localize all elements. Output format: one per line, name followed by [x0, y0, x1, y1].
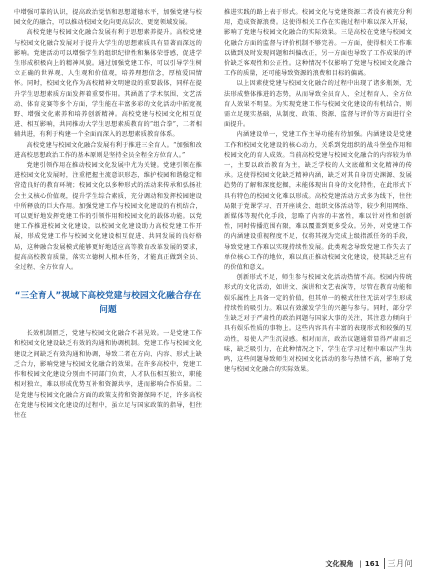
publisher-logo: 三月问: [384, 558, 414, 569]
page-footer: [326, 558, 413, 569]
page-number: 161: [364, 559, 380, 568]
left-column: [14, 8, 202, 421]
body-paragraph: 中增强可靠的认识，提高政治觉悟和思想道德水平，加强党建与校园文化的融合，可以推动校园文化向更高层次、更宽领域发展。: [14, 9, 202, 27]
section-heading: “三全育人”视域下高校党建与校园文化融合存在问题: [14, 291, 202, 316]
right-column: [224, 8, 412, 375]
body-paragraph: 高校党建与校园文化融合发展有利于思想素养提升。高校党建与校园文化融合发展对于提升大学生的思想素质具有显著而深远的影响。党建活动可以增强学生的组织纪律性和集体荣誉感，促进学生形成积极向上的精神风貌。通过加强党建工作，可以引导学生树立正确的世界观、人生观和价值观，培养理想信念，厚植爱国情怀。同时，校园文化作为高校精神文明建设的重要载体，同样在提升学生思想素质方面发挥着重要作用。其涵盖了学术氛围、文艺活动、体育竞赛等多个方面，学生能在丰富多彩的文化活动中拓宽视野、增强文化素养和培养创新精神。高校党建与校园文化相互促进、相互影响，共同推动大学生思想素质教育的“组合拳”，二者相辅共进，有利于构建一个全面而深入的思想素质教育体系。: [14, 29, 202, 139]
body-paragraph: 推进实践的路上表于形式。校园文化与党建资源二者没有被充分利用，造成资源浪费。这使得相关工作在实施过程中难以深入开展，影响了党建与校园文化融合的实际效果。三是高校在党建与校园文化融合方面的监督与评价机制不够完善。一方面，使得相关工作难以做到及时发现问题和纠偏改正，另一方面也导致了工作成果的评价缺乏客观性和公正性。这种情况不仅影响了党建与校园文化融合工作的质量，还可能导致资源的浪费和目标的偏离。: [224, 9, 412, 78]
body-paragraph: 高校党建与校园文化融合发展有利于推进三全育人。“加强和改进高校思想政治工作的基本原则是坚持全员全程全方位育人。”: [14, 141, 202, 159]
body-paragraph: 党建引领作用在推动校园文化发展中尤为关键。党建引领在推进校园文化发展时，注重把握主流意识形态，维护校园和谐稳定和营造良好的教育环境；校园文化以多种形式的活动来传承和弘扬社会主义核心价值观，提升学生综合素质，充分调动和发挥校园建设中所释放的巨大作用。加强党建工作与校园文化建设的有机结合，可以更好地发挥党建工作的引领作用和校园文化的载体功能。以党建工作推进校园文化建设，以校园文化建设助力高校党建工作开展，形成党建工作与校园文化建设相互促进、共同发展的良好格局，这种融合发展模式能够更好地适应高等教育改革发展的要求，提高高校教育质量，落实立德树人根本任务，才能真正做到全员、全过程、全方位育人。: [14, 162, 202, 272]
journal-name: 文化视角: [325, 559, 354, 568]
body-paragraph: 内涵建设单一，党建工作主导功能有待加强。内涵建设是党建工作和校园文化建设的核心动力，关系到党组织的战斗堡垒作用和校园文化的育人成效。当前高校党建与校园文化融合的内容较为单一，主要以政治教育为主，缺乏学校的人文底蕴和文化精神的传承。这使得校园文化缺乏精神内涵，缺乏对其自身历史渊源、发展趋势的了解和深度挖掘，未能体现出自身的文化特性，在此形式下具有特色的校园文化难以形成。高校党建活动方式多为线下，往往局限于党课学习、召开座谈会、组织文体活动等，较少利用网络、新媒体等现代化手段，忽略了内容的丰富性，难以针对性和创新性，同时传播范围有限，难以覆盖到更多受众。另外，对党建工作的内涵建设重视程度不足，仅将其视为完成上级指派任务的手段，导致党建工作难以实现持续性发展。此类观念导致党建工作失去了单位核心工作的地位，难以真正推动校园文化建设，使其缺乏应有的价值和意义。: [224, 131, 412, 272]
footer-separator: |: [359, 559, 362, 568]
body-paragraph: 长效机制匮乏，党建与校园文化融合不甚见效。一是党建工作和校园文化建设缺乏有效的沟通和协调机制。党建工作与校园文化建设之间缺乏有效沟通和协调，导致二者在方向、内容、形式上缺乏合力，影响党建与校园文化融合的效果。在许多高校中，党建工作和校园文化建设分别由不同部门负责，人才队伍相互独立，职能相对独立，难以形成优势互补和资源共享，进而影响合作质量。二是党建与校园文化融合方面的政策支持和资源保障不足，许多高校在党建与校园文化建设的过程中，虽立足与国家政策的指导，但往往在: [14, 330, 202, 419]
body-paragraph: 以上因素使党建与校园文化融合的过程中出现了诸多瓶颈，无法形成整体推进的态势，从而导致全员育人、全过程育人、全方位育人效果不明显。为实现党建工作与校园文化建设的有机结合，则需立足现实基础，从制度、政策、资源、监督与评价等方面进行全面提升。: [224, 80, 412, 129]
body-paragraph: 创新形式不足，师生参与校园文化活动热情不高。校园内传统形式的文化活动，如讲文、演讲和文艺表演等，尽管在教育功能和娱乐属性上具备一定的价值，但其单一的模式往往无法对学生形成持续性的吸引力。难以有效激发学生的兴趣与参与。同时，部分学生缺乏对于严肃性的政治问题与国家大事的关注，其注意力倾向于具有娱乐性质的事物上。这些内容具有丰富的表现形式和较强的互动性，易使人产生沉浸感。相对而言，政治议题通常显得严肃而乏味，缺乏吸引力，在此种情况之下，学生在学习过程中难以产生共鸣，这些问题导致师生对校园文化活动的参与热情不高，影响了党建与校园文化融合的实际效果。: [224, 274, 412, 374]
